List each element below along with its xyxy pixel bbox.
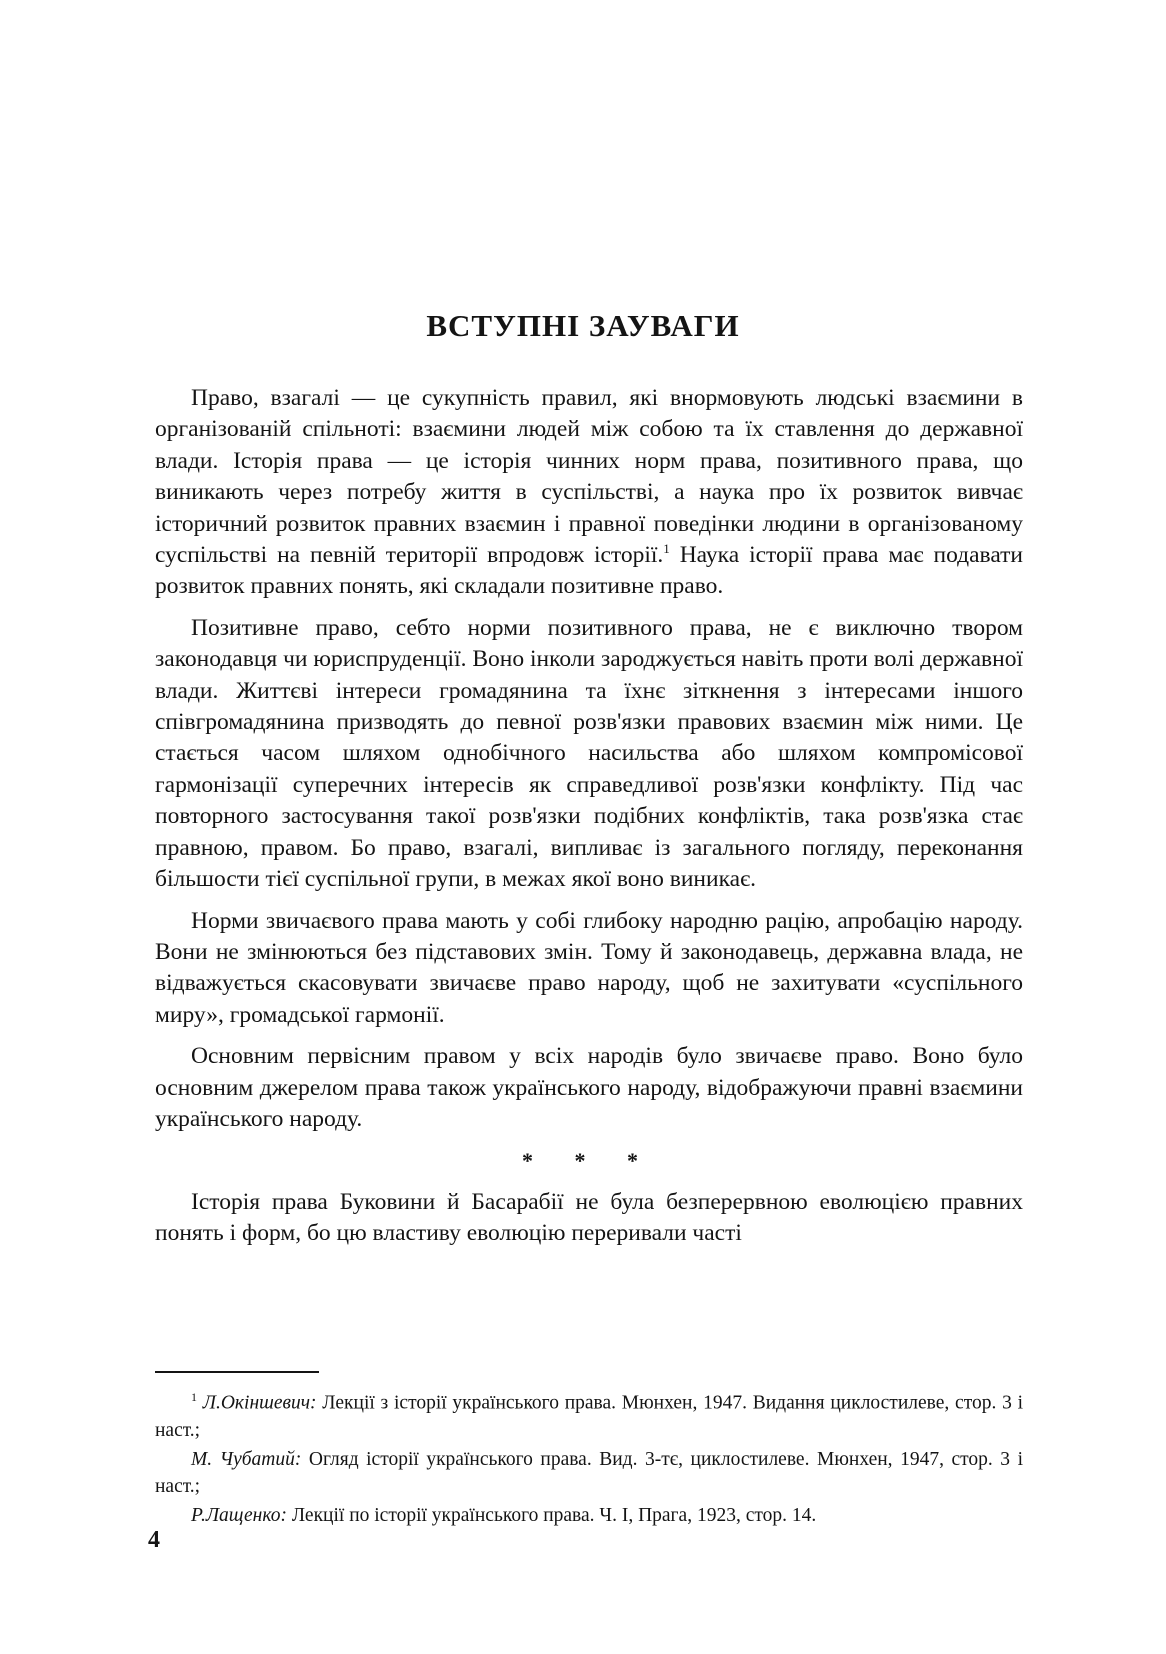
footnote-author: Л.Окіншевич: — [202, 1392, 317, 1414]
footnote-reference[interactable]: 1 — [663, 541, 670, 557]
footnotes — [155, 1384, 1023, 1531]
footnote-divider — [155, 1371, 319, 1373]
paragraph-3: Норми звичаєвого права мають у собі глибоку народню рацію, апробацію народу. Вони не змінюються без підставових змін. Тому й законодавець, державна влада, не відважується скасовувати звичаєве право народу, щоб не захитувати «суспільного миру», громадської гармонії. — [155, 907, 1023, 1028]
body-text — [155, 383, 1023, 1260]
paragraph-5: Історія права Буковини й Басарабії не була безперервною еволюцією правних понять і форм, бо цю властиву еволюцію переривали часті — [155, 1188, 1023, 1247]
paragraph-2: Позитивне право, себто норми позитивного права, не є виключно твором законодавця чи юриспруденції. Воно інколи зароджується навіть проти волі державної влади. Життєві інтереси громадянина та їхнє зіткнення з інтересами іншого співгромадянина призводять до певної розв'язки правових взаємин між ними. Це стається часом шляхом однобічного насильства або шляхом компромісової гармонізації суперечних інтересів як справедливої розв'язки конфлікту. Під час повторного застосування такої розв'язки подібних конфліктів, така розв'язка стає правною, правом. Бо право, взагалі, випливає із загального погляду, переконання більшости тієї суспільної групи, в межах якої воно виникає. — [155, 614, 1023, 893]
footnote-text: Огляд історії українського права. Вид. 3-тє, циклостилеве. Мюнхен, 1947, стор. 3 і наст.; — [155, 1448, 1023, 1497]
footnote-1 — [155, 1384, 1023, 1444]
footnote-3 — [155, 1502, 1023, 1529]
paragraph-4: Основним первісним правом у всіх народів було звичаєве право. Воно було основним джерелом права також українського народу, відображуючи правні взаємини українського народу. — [155, 1043, 1023, 1132]
paragraph-1-text: Право, взагалі — це сукупність правил, які внормовують людські взаємини в організованій спільноті: взаємини людей між собою та їх ставлення до державної влади. Історія права — це історія чинних норм права, позитивного права, що виникають через потребу життя в суспільстві, а наука про їх розвиток вивчає історичний розвиток правних взаємин і правної поведінки людини в організованому суспільстві на певній території впродовж історії. — [155, 385, 1023, 569]
footnote-text: Лекції з історії українського права. Мюнхен, 1947. Видання циклостилеве, стор. 3 і наст.; — [155, 1392, 1024, 1441]
footnote-mark: 1 — [191, 1390, 197, 1404]
footnote-author: М. Чубатий: — [191, 1448, 302, 1470]
page-title: ВСТУПНІ ЗАУВАГИ — [426, 308, 740, 343]
paragraph-1 — [155, 383, 1023, 603]
paragraph-1-text-after: Наука історії права має подавати розвиток правних понять, які складали позитивне право. — [155, 542, 1023, 600]
page-number: 4 — [148, 1527, 160, 1553]
footnote-author: Р.Лащенко: — [191, 1504, 287, 1526]
footnote-2 — [155, 1446, 1023, 1500]
section-separator: * * * — [522, 1148, 656, 1174]
footnote-text: Лекції по історії українського права. Ч. І, Прага, 1923, стор. 14. — [286, 1504, 817, 1526]
